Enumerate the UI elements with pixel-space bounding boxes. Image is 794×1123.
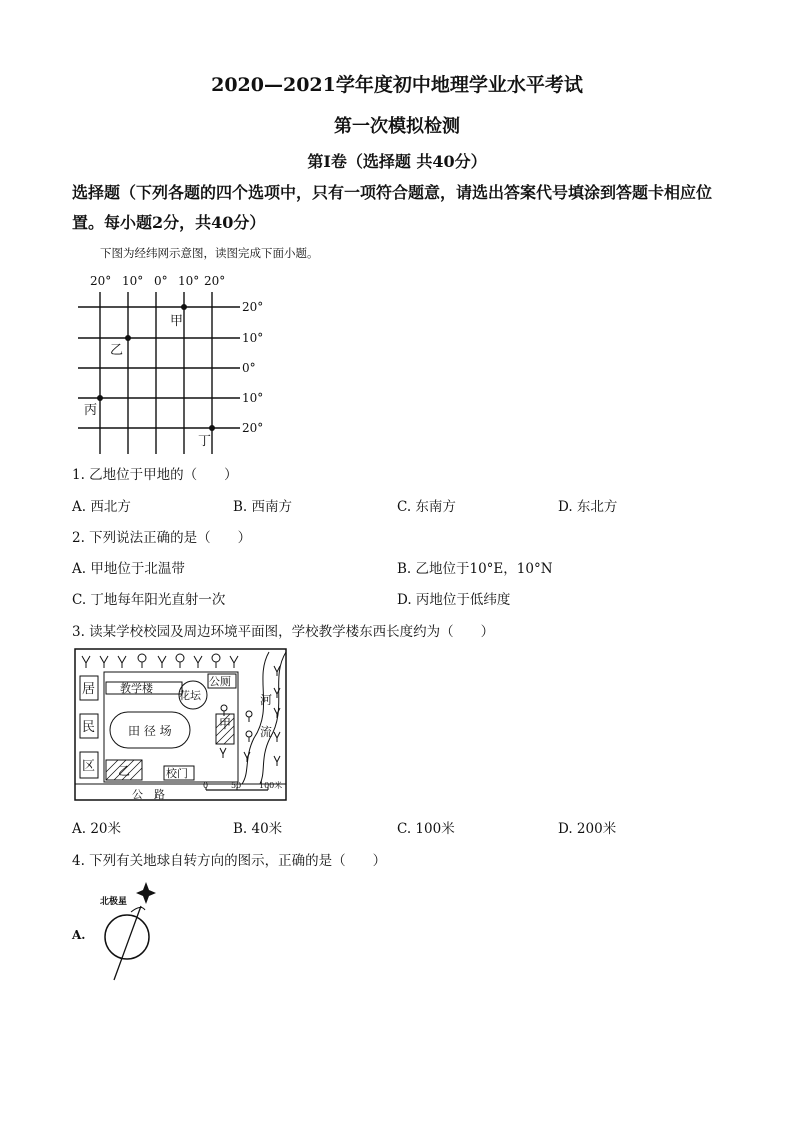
instructions-line-1: 选择题（下列各题的四个选项中，只有一项符合题意，请选出答案代号填涂到答题卡相应位 bbox=[72, 183, 713, 202]
question-3-option-b[interactable]: B. 40米 bbox=[233, 821, 283, 837]
top-label: 10° bbox=[122, 274, 144, 288]
label-bing: 丙 bbox=[84, 403, 98, 418]
top-label: 20° bbox=[204, 274, 226, 288]
question-2-option-b[interactable]: B. 乙地位于10°E，10°N bbox=[397, 561, 553, 577]
question-3-stem: 3. 读某学校校园及周边环境平面图，学校教学楼东西长度约为（ ） bbox=[72, 624, 495, 640]
toilet-label: 公厕 bbox=[209, 675, 231, 688]
scale-label-50: 50 bbox=[231, 781, 242, 790]
question-2-option-c[interactable]: C. 丁地每年阳光直射一次 bbox=[72, 592, 226, 608]
garden-label: 花坛 bbox=[179, 689, 201, 702]
question-1-option-b[interactable]: B. 西南方 bbox=[233, 499, 293, 515]
point-yi bbox=[125, 335, 131, 341]
field-label: 田 径 场 bbox=[128, 724, 172, 738]
residential-label-2: 民 bbox=[82, 720, 96, 735]
right-label: 10° bbox=[242, 391, 264, 405]
question-1-stem: 1. 乙地位于甲地的（ ） bbox=[72, 467, 238, 483]
label-jia: 甲 bbox=[170, 314, 184, 329]
question-1-option-a[interactable]: A. 西北方 bbox=[72, 499, 131, 515]
river-label-1: 河 bbox=[260, 693, 273, 707]
polaris-label: 北极星 bbox=[100, 897, 128, 907]
rotation-arrow-icon bbox=[131, 907, 145, 912]
earth-circle bbox=[105, 915, 149, 959]
question-2-option-a[interactable]: A. 甲地位于北温带 bbox=[72, 561, 185, 577]
river-bank-west bbox=[242, 652, 269, 784]
instructions bbox=[72, 178, 722, 238]
scale-label-0: 0 bbox=[203, 781, 209, 790]
question-4-stem: 4. 下列有关地球自转方向的图示，正确的是（ ） bbox=[72, 853, 387, 869]
exam-title: 2020—2021学年度初中地理学业水平考试 bbox=[211, 74, 583, 96]
building-jia-label: 甲 bbox=[219, 717, 232, 731]
road-label: 公 路 bbox=[132, 788, 165, 801]
point-bing bbox=[97, 395, 103, 401]
gate-label: 校门 bbox=[166, 767, 188, 780]
residential-label-3: 区 bbox=[82, 759, 96, 774]
question-1-option-d[interactable]: D. 东北方 bbox=[558, 499, 618, 515]
teaching-building-label: 教学楼 bbox=[120, 682, 153, 695]
building-yi-label: 乙 bbox=[118, 764, 131, 778]
right-label: 20° bbox=[242, 300, 264, 314]
label-ding: 丁 bbox=[198, 434, 212, 449]
point-jia bbox=[181, 304, 187, 310]
question-3-option-d[interactable]: D. 200米 bbox=[558, 821, 617, 837]
point-ding bbox=[209, 425, 215, 431]
earth-rotation-figure bbox=[98, 880, 168, 985]
star-icon bbox=[136, 882, 156, 904]
top-label: 20° bbox=[90, 274, 112, 288]
right-label: 10° bbox=[242, 331, 264, 345]
question-4-option-a[interactable]: A. bbox=[72, 928, 86, 942]
river-label-2: 流 bbox=[260, 725, 273, 739]
question-1-option-c[interactable]: C. 东南方 bbox=[397, 499, 456, 515]
label-yi: 乙 bbox=[110, 343, 124, 358]
question-3-option-a[interactable]: A. 20米 bbox=[72, 821, 122, 837]
intro-text: 下图为经纬网示意图，读图完成下面小题。 bbox=[100, 246, 319, 260]
question-2-option-d[interactable]: D. 丙地位于低纬度 bbox=[397, 592, 511, 608]
campus-map-figure bbox=[74, 648, 288, 802]
right-label: 0° bbox=[242, 361, 256, 375]
top-label: 0° bbox=[154, 274, 168, 288]
latlong-grid-figure bbox=[70, 268, 270, 458]
right-label: 20° bbox=[242, 421, 264, 435]
tree-icons bbox=[82, 654, 238, 668]
question-2-stem: 2. 下列说法正确的是（ ） bbox=[72, 530, 252, 546]
section-title: 第Ⅰ卷（选择题 共40分） bbox=[307, 152, 487, 171]
scale-label-100: 100米 bbox=[259, 781, 283, 790]
residential-label-1: 居 bbox=[82, 682, 96, 697]
river-bank-east bbox=[260, 652, 286, 784]
instructions-line-2: 置。每小题2分，共40分） bbox=[72, 213, 266, 232]
exam-subtitle: 第一次模拟检测 bbox=[334, 116, 460, 137]
top-label: 10° bbox=[178, 274, 200, 288]
question-3-option-c[interactable]: C. 100米 bbox=[397, 821, 455, 837]
